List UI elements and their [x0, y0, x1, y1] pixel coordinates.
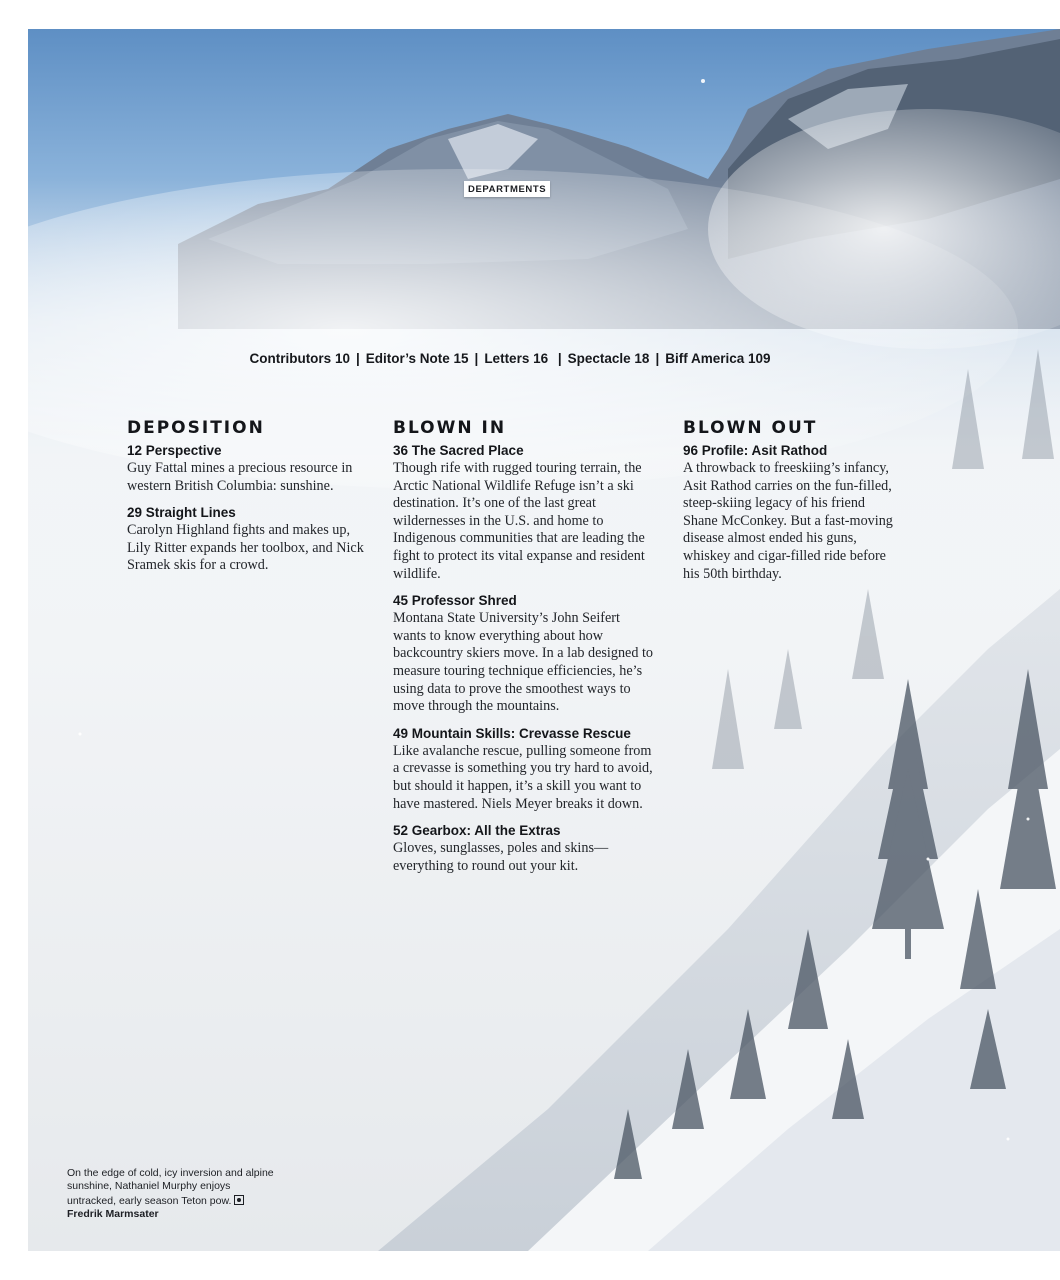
entry-title: 36 The Sacred Place	[393, 443, 524, 458]
entry-title: 12 Perspective	[127, 443, 222, 458]
toc-entry[interactable]	[393, 442, 655, 583]
toc-entry[interactable]	[127, 504, 367, 575]
caption-text: On the edge of cold, icy inversion and alpine sunshine, Nathaniel Murphy enjoys untracked, early season Teton pow.	[67, 1167, 274, 1207]
entry-text: Gloves, sunglasses, poles and skins—everything to round out your kit.	[393, 840, 609, 874]
toc-entry[interactable]	[393, 592, 655, 716]
entry-title: 96 Profile: Asit Rathod	[683, 443, 828, 458]
entry-text: Though rife with rugged touring terrain, the Arctic National Wildlife Refuge isn’t a ski destination. It’s one of the last great wildernesses in the U.S. and home to Indigenous communities that are leading the fight to protect its vital expanse and resident wildlife.	[393, 460, 645, 582]
entry-text: A throwback to freeskiing’s infancy, Asit Rathod carries on the fun-filled, steep-skiing legacy of his friend Shane McConkey. But a fast-moving disease almost ended his guns, whiskey and cigar-filled ride before his 50th birthday.	[683, 460, 893, 582]
dept-letters[interactable]: Letters 16	[484, 351, 549, 366]
entry-text: Montana State University’s John Seifert wants to know everything about how backcountry skiers move. In a lab designed to measure touring technique efficiencies, he’s using data to prove the smoothest ways to move through the mountains.	[393, 610, 654, 715]
toc-entry[interactable]	[127, 442, 367, 495]
departments-badge: DEPARTMENTS	[464, 181, 550, 197]
dept-spectacle[interactable]: Spectacle 18	[567, 351, 650, 366]
toc-entry[interactable]	[393, 725, 655, 813]
entry-title: 52 Gearbox: All the Extras	[393, 823, 561, 839]
photo-caption	[67, 1167, 277, 1222]
section-deposition	[127, 418, 367, 584]
toc-entry[interactable]	[683, 442, 898, 583]
toc-entry[interactable]	[393, 822, 655, 875]
dept-contributors[interactable]: Contributors 10	[249, 351, 350, 366]
section-blown-in	[393, 418, 655, 884]
divider: |	[474, 351, 479, 366]
divider: |	[554, 351, 562, 366]
entry-text: Guy Fattal mines a precious resource in western British Columbia: sunshine.	[127, 460, 353, 494]
entry-text: Like avalanche rescue, pulling someone from a crevasse is something you try hard to avoid, but should it happen, it’s a skill you want to have mastered. Niels Meyer breaks it down.	[393, 742, 653, 812]
photo-credit: Fredrik Marmsater	[67, 1208, 159, 1221]
divider: |	[355, 351, 360, 366]
departments-list	[0, 351, 1020, 366]
entry-title: 29 Straight Lines	[127, 505, 236, 521]
dept-editors-note[interactable]: Editor’s Note 15	[365, 351, 469, 366]
section-heading: BLOWN IN	[393, 418, 507, 438]
entry-text: Carolyn Highland fights and makes up, Lily Ritter expands her toolbox, and Nick Sramek skis for a crowd.	[127, 522, 364, 574]
entry-title: 45 Professor Shred	[393, 593, 517, 609]
section-blown-out	[683, 418, 898, 592]
entry-title: 49 Mountain Skills: Crevasse Rescue	[393, 725, 631, 741]
divider: |	[655, 351, 660, 366]
dept-biff-america[interactable]: Biff America 109	[665, 351, 771, 366]
camera-icon	[234, 1195, 244, 1205]
section-heading: DEPOSITION	[127, 418, 265, 438]
section-heading: BLOWN OUT	[683, 418, 818, 438]
